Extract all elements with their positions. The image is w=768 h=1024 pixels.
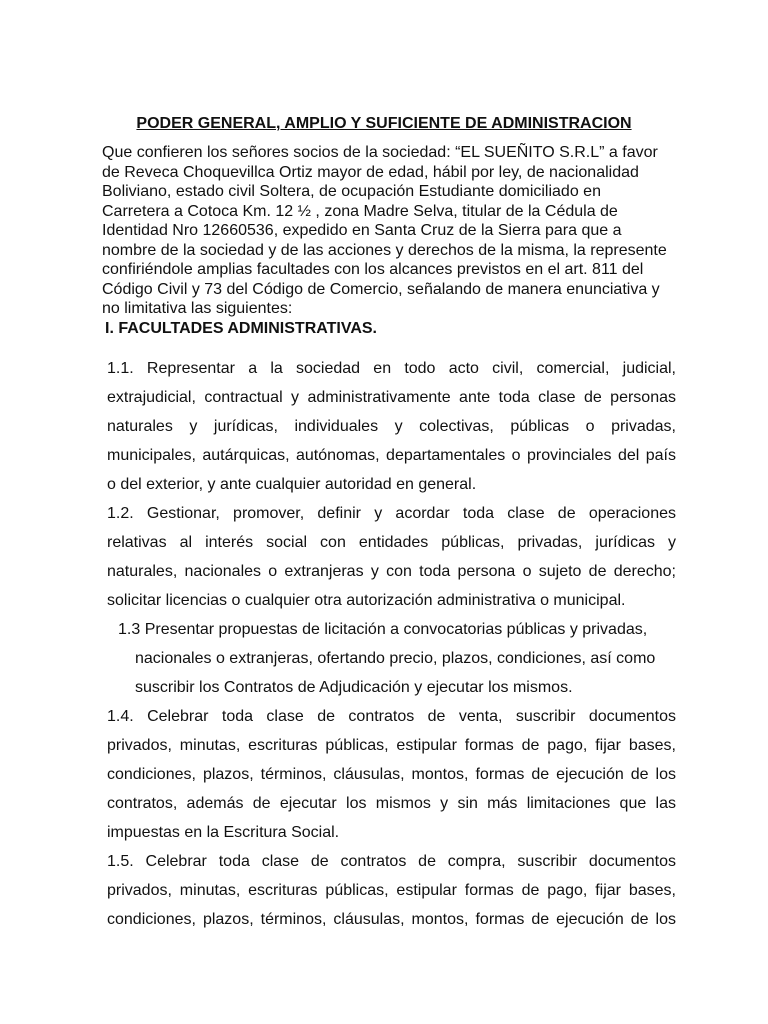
- clause-line: o del exterior, y ante cualquier autoridad en general.: [107, 476, 477, 494]
- clause-line: 1.1. Representar a la sociedad en todo acto civil, comercial, judicial,: [107, 360, 676, 377]
- clause-line: condiciones, plazos, términos, cláusulas, montos, formas de ejecución de los: [107, 911, 676, 929]
- intro-paragraph: [102, 143, 692, 319]
- clause-line: relativas al interés social con entidades públicas, privadas, jurídicas y: [107, 534, 676, 552]
- intro-line: Código Civil y 73 del Código de Comercio, señalando de manera enunciativa y: [102, 280, 660, 298]
- intro-line: Boliviano, estado civil Soltera, de ocupación Estudiante domiciliado en: [102, 183, 601, 200]
- clause-line: 1.4. Celebrar toda clase de contratos de venta, suscribir documentos: [107, 708, 676, 725]
- clause-line: naturales, nacionales o extranjeras y con toda persona o sujeto de derecho;: [107, 563, 676, 581]
- clause-line: extrajudicial, contractual y administrativamente ante toda clase de personas: [107, 389, 676, 407]
- clause-1-1: [107, 354, 676, 499]
- clause-1-2: [107, 499, 676, 615]
- intro-line: Identidad Nro 12660536, expedido en Santa Cruz de la Sierra para que a: [102, 222, 622, 239]
- clause-1-3: [118, 615, 678, 702]
- clause-line: nacionales o extranjeras, ofertando precio, plazos, condiciones, así como: [135, 650, 656, 668]
- clause-line: 1.2. Gestionar, promover, definir y acordar toda clase de operaciones: [107, 505, 676, 522]
- clause-line: contratos, además de ejecutar los mismos y sin más limitaciones que las: [107, 795, 676, 813]
- clause-line: naturales y jurídicas, individuales y colectivas, públicas o privadas,: [107, 418, 676, 436]
- intro-line: Carretera a Cotoca Km. 12 ½ , zona Madre Selva, titular de la Cédula de: [102, 202, 618, 220]
- clause-1-4: [107, 702, 676, 847]
- clause-line: solicitar licencias o cualquier otra autorización administrativa o municipal.: [107, 592, 626, 610]
- intro-line: nombre de la sociedad y de las acciones y derechos de la misma, la represente: [102, 241, 667, 259]
- clause-1-5: [107, 847, 676, 934]
- clause-line: condiciones, plazos, términos, cláusulas, montos, formas de ejecución de los: [107, 766, 676, 784]
- clause-line: privados, minutas, escrituras públicas, estipular formas de pago, fijar bases,: [107, 882, 676, 900]
- intro-line: confiriéndole amplias facultades con los alcances previstos en el art. 811 del: [102, 261, 644, 278]
- intro-line: no limitativa las siguientes:: [102, 300, 293, 317]
- document-title: PODER GENERAL, AMPLIO Y SUFICIENTE DE ADMINISTRACION: [136, 115, 632, 132]
- clause-line: privados, minutas, escrituras públicas, estipular formas de pago, fijar bases,: [107, 737, 676, 755]
- clause-line: 1.3 Presentar propuestas de licitación a convocatorias públicas y privadas,: [118, 621, 648, 638]
- section-heading: I. FACULTADES ADMINISTRATIVAS.: [105, 320, 377, 337]
- intro-line: de Reveca Choquevillca Ortiz mayor de edad, hábil por ley, de nacionalidad: [102, 163, 639, 181]
- clause-line: impuestas en la Escritura Social.: [107, 824, 340, 842]
- clause-line: 1.5. Celebrar toda clase de contratos de compra, suscribir documentos: [107, 853, 676, 870]
- clause-line: suscribir los Contratos de Adjudicación y ejecutar los mismos.: [135, 679, 573, 697]
- intro-line: Que confieren los señores socios de la sociedad: “EL SUEÑITO S.R.L” a favor: [102, 144, 658, 161]
- clause-line: municipales, autárquicas, autónomas, departamentales o provinciales del país: [107, 447, 676, 465]
